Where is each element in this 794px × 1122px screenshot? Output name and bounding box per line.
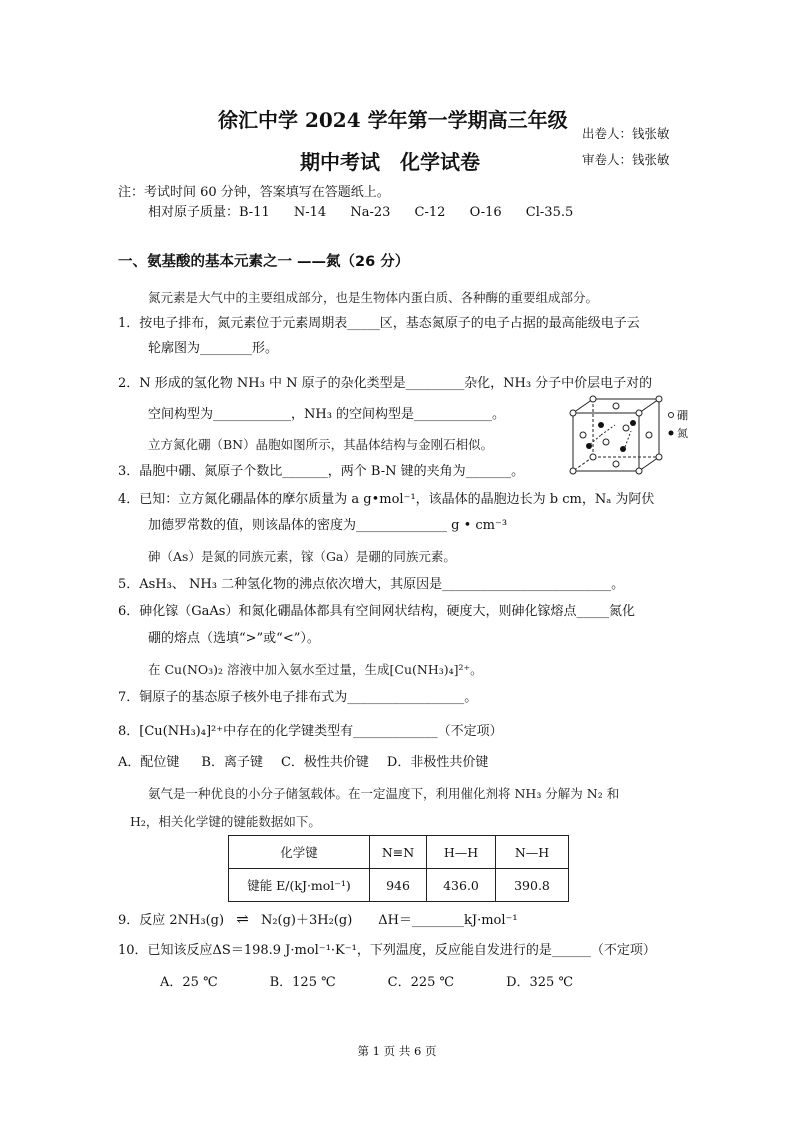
option: A．25 ℃ (160, 975, 218, 990)
option: B．125 ℃ (269, 975, 336, 990)
equilibrium-arrow-icon: ⇌ (236, 910, 249, 928)
exam-note: 注：考试时间 60 分钟，答案填写在答题纸上。 (118, 185, 390, 200)
nh3-intro-line1: 氨气是一种优良的小分子储氢载体。在一定温度下，利用催化剂将 NH₃ 分解为 N₂ 和 (148, 786, 620, 801)
table-header-cell: 化学键 (229, 836, 370, 869)
atomic-mass: N-14 (293, 205, 327, 220)
option: A．配位键 (118, 755, 180, 770)
question-1-line1: 1．按电子排布，氮元素位于元素周期表_____区，基态氮原子的电子占据的最高能级电子云 (118, 316, 640, 331)
option: C．225 ℃ (387, 975, 455, 990)
question-7: 7．铜原子的基态原子核外电子排布式为__________________。 (118, 690, 478, 705)
table-cell: 390.8 (496, 869, 569, 902)
atomic-masses (148, 201, 573, 220)
table-cell: 436.0 (427, 869, 496, 902)
exam-title-line1: 徐汇中学 2024 学年第一学期高三年级 (218, 108, 568, 132)
question-8-options (118, 751, 488, 770)
section-intro: 氮元素是大气中的主要组成部分，也是生物体内蛋白质、各种酶的重要组成部分。 (148, 290, 599, 305)
table-header-cell: N≡N (370, 836, 427, 869)
atomic-mass: B-11 (239, 205, 270, 220)
option: B．离子键 (201, 755, 263, 770)
question-4-line1: 4．已知：立方氮化硼晶体的摩尔质量为 a g•mol⁻¹，该晶体的晶胞边长为 b cm，Nₐ 为阿伏 (118, 492, 655, 507)
table-row (229, 836, 569, 869)
legend-nitrogen: 氮 (677, 427, 688, 440)
question-10: 10．已知该反应ΔS＝198.9 J·mol⁻¹·K⁻¹，下列温度，反应能自发进行的是______（不定项） (118, 943, 656, 958)
as-intro: 砷（As）是氮的同族元素，镓（Ga）是硼的同族元素。 (148, 549, 456, 564)
atomic-mass: Na-23 (350, 205, 391, 220)
question-1-line2: 轮廓图为________形。 (148, 341, 279, 356)
question-2-line2: 空间构型为____________，NH₃ 的空间构型是____________。 (148, 407, 506, 422)
table-row-label: 键能 E/(kJ·mol⁻¹) (229, 869, 370, 902)
legend-boron: 硼 (677, 409, 688, 422)
page-number: 第 1 页 共 6 页 (357, 1044, 437, 1058)
nh3-intro-line2: H₂，相关化学键的键能数据如下。 (130, 814, 321, 829)
bond-energy-table (228, 835, 569, 902)
reviewer-label: 审卷人：钱张敏 (582, 152, 670, 167)
question-2-line1: 2．N 形成的氢化物 NH₃ 中 N 原子的杂化类型是_________杂化，NH₃ 分子中价层电子对的 (118, 376, 653, 391)
atomic-mass: C-12 (414, 205, 446, 220)
question-5: 5．AsH₃、 NH₃ 二种氢化物的沸点依次增大，其原因是__________________________。 (118, 577, 625, 592)
option: D．非极性共价键 (386, 755, 489, 770)
table-header-cell: N—H (496, 836, 569, 869)
exam-title-line2: 期中考试 化学试卷 (300, 150, 480, 174)
atomic-mass: Cl-35.5 (525, 205, 574, 220)
table-header-cell: H—H (427, 836, 496, 869)
question-4-line2: 加德罗常数的值，则该晶体的密度为______________ g • cm⁻³ (148, 518, 508, 533)
option: D．325 ℃ (506, 975, 574, 990)
question-6-line1: 6．砷化镓（GaAs）和氮化硼晶体都具有空间网状结构，硬度大，则砷化镓熔点_____氮化 (118, 604, 635, 619)
author-label: 出卷人：钱张敏 (582, 126, 670, 141)
atomic-mass: O-16 (469, 205, 502, 220)
bn-intro: 立方氮化硼（BN）晶胞如图所示，其晶体结构与金刚石相似。 (148, 437, 494, 452)
question-3: 3．晶胞中硼、氮原子个数比_______，两个 B-N 键的夹角为_______。 (118, 464, 525, 479)
bn-unit-cell-figure (565, 395, 695, 475)
question-10-options (160, 971, 573, 990)
question-9-suffix: N₂(g)＋3H₂(g) ΔH＝________kJ·mol⁻¹ (260, 913, 518, 928)
question-6-line2: 硼的熔点（选填“>”或“<”）。 (148, 631, 320, 646)
table-cell: 946 (370, 869, 427, 902)
question-9-prefix: 9．反应 2NH₃(g) (118, 913, 225, 928)
cu-intro: 在 Cu(NO₃)₂ 溶液中加入氨水至过量，生成[Cu(NH₃)₄]²⁺。 (148, 662, 483, 677)
atomic-masses-label: 相对原子质量： (148, 205, 240, 220)
section-heading: 一、氨基酸的基本元素之一 ——氮（26 分） (118, 254, 410, 270)
question-9 (118, 909, 518, 928)
question-8: 8．[Cu(NH₃)₄]²⁺中存在的化学键类型有_____________（不定项） (118, 724, 503, 739)
option: C．极性共价键 (280, 755, 369, 770)
table-row (229, 869, 569, 902)
